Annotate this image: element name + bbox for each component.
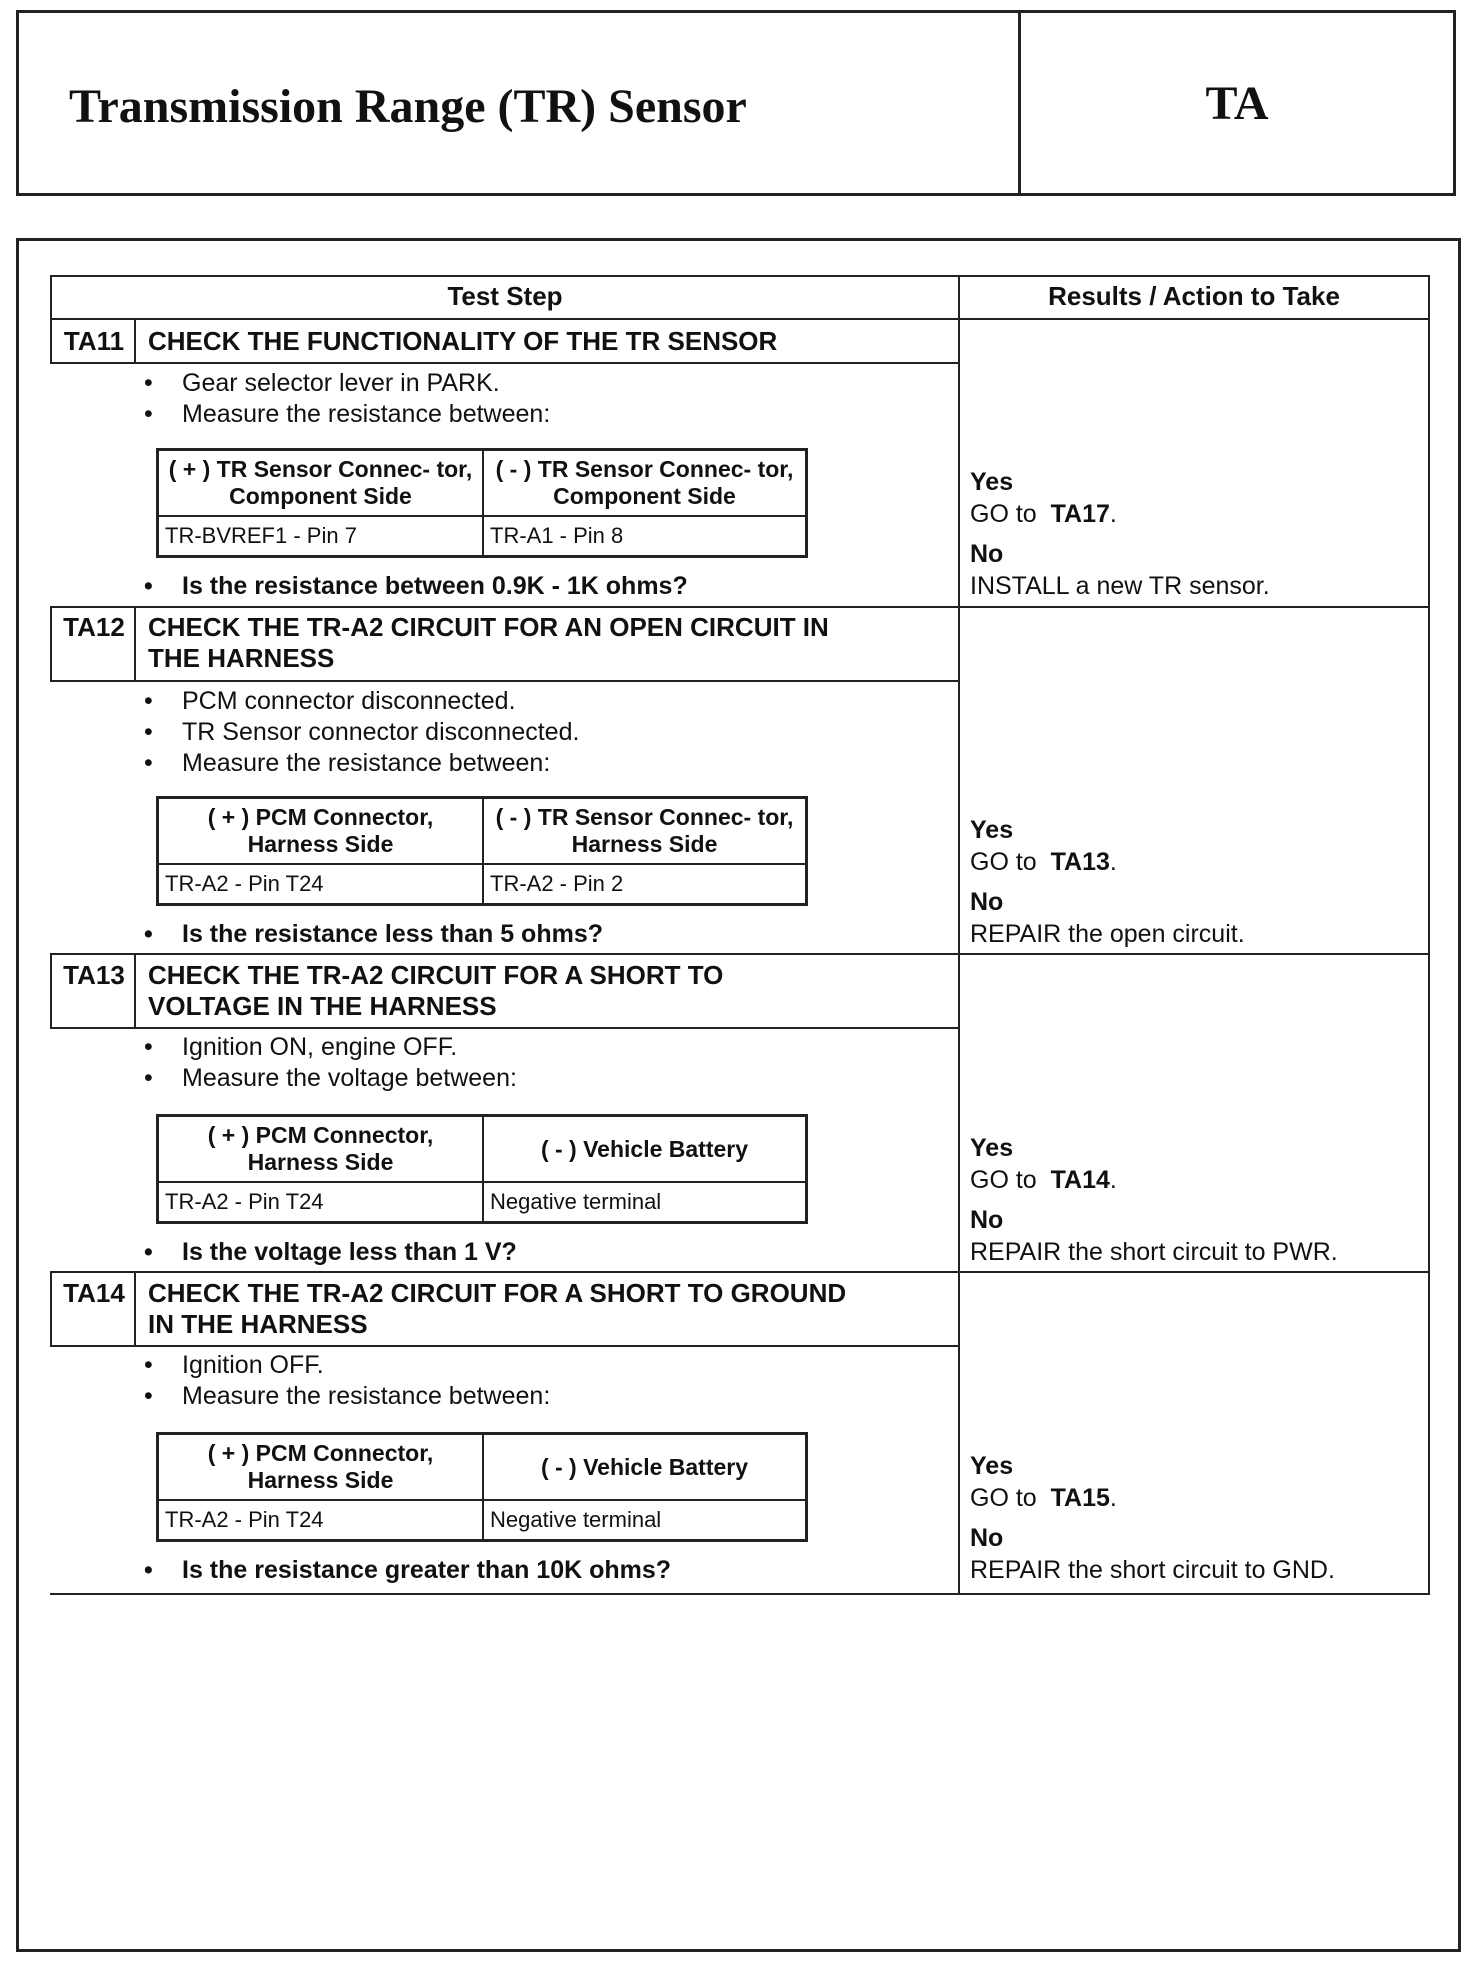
instruction-item: • TR Sensor connector disconnected.	[144, 717, 964, 748]
yes-action-prefix: GO to	[970, 1166, 1037, 1194]
measurement-data-row	[159, 517, 805, 555]
column-header-results: Results / Action to Take	[1048, 281, 1340, 311]
step-bottom-border	[52, 1271, 1430, 1273]
step-title-line: VOLTAGE IN THE HARNESS	[148, 991, 497, 1021]
yes-action-suffix: .	[1109, 1484, 1117, 1512]
negative-lead-value: Negative terminal	[482, 1501, 805, 1539]
yes-action-target: TA17	[1050, 500, 1110, 528]
yes-action-suffix: .	[1109, 1166, 1117, 1194]
measurement-header-row	[159, 1435, 805, 1501]
negative-lead-header: ( - ) TR Sensor Connec- tor, Harness Side	[482, 799, 805, 863]
table-bottom-border	[50, 1593, 1430, 1595]
positive-lead-value: TR-BVREF1 - Pin 7	[165, 523, 357, 548]
step-title	[148, 960, 968, 1022]
no-action: REPAIR the open circuit.	[970, 920, 1245, 948]
positive-lead-value: TR-A2 - Pin T24	[165, 1189, 324, 1214]
positive-lead-header: ( + ) PCM Connector, Harness Side	[207, 804, 434, 857]
step-id: TA12	[63, 612, 125, 642]
step-title-line: CHECK THE FUNCTIONALITY OF THE TR SENSOR	[148, 326, 778, 356]
step-title-line: CHECK THE TR-A2 CIRCUIT FOR AN OPEN CIRCUIT IN	[148, 612, 829, 642]
positive-lead-header: ( + ) PCM Connector, Harness Side	[207, 1122, 434, 1175]
negative-lead-header: ( - ) Vehicle Battery	[482, 1435, 805, 1499]
no-action: REPAIR the short circuit to PWR.	[970, 1238, 1338, 1266]
positive-lead-value: TR-A2 - Pin T24	[165, 1507, 324, 1532]
instruction-item: • PCM connector disconnected.	[144, 686, 964, 717]
measurement-data-row	[159, 1501, 805, 1539]
instruction-item: • Ignition OFF.	[144, 1350, 964, 1381]
instruction-list	[144, 368, 964, 430]
step-title	[148, 326, 968, 357]
measurement-header-row	[159, 451, 805, 517]
no-label: No	[970, 888, 1004, 916]
yes-label: Yes	[970, 1134, 1014, 1162]
instruction-item: • Measure the resistance between:	[144, 748, 964, 779]
measurement-table	[156, 448, 808, 558]
instruction-item: • Measure the voltage between:	[144, 1063, 964, 1094]
measurement-data-row	[159, 865, 805, 903]
instruction-item: • Measure the resistance between:	[144, 399, 964, 430]
step-title-line: IN THE HARNESS	[148, 1309, 368, 1339]
positive-lead-header: ( + ) PCM Connector, Harness Side	[207, 1440, 434, 1493]
measurement-header-row	[159, 1117, 805, 1183]
measurement-table	[156, 1432, 808, 1542]
step-title	[148, 1278, 968, 1340]
step-title-bottom-border	[52, 680, 958, 682]
yes-label: Yes	[970, 1452, 1014, 1480]
measurement-data-row	[159, 1183, 805, 1221]
table-header-bottom-border	[50, 318, 1430, 320]
negative-lead-value: TR-A1 - Pin 8	[482, 517, 805, 555]
step-title-bottom-border	[52, 1345, 958, 1347]
yes-action-prefix: GO to	[970, 848, 1037, 876]
yes-action-target: TA14	[1050, 1166, 1110, 1194]
step-id: TA11	[63, 326, 125, 356]
step-result	[970, 1450, 1430, 1586]
instruction-item: • Ignition ON, engine OFF.	[144, 1032, 964, 1063]
yes-action	[970, 1482, 1430, 1514]
instruction-item: • Measure the resistance between:	[144, 1381, 964, 1412]
measurement-header-row	[159, 799, 805, 865]
yes-action-target: TA13	[1050, 848, 1110, 876]
negative-lead-header: ( - ) Vehicle Battery	[482, 1117, 805, 1181]
negative-lead-value: Negative terminal	[482, 1183, 805, 1221]
yes-label: Yes	[970, 468, 1014, 496]
no-label: No	[970, 1524, 1004, 1552]
yes-action	[970, 498, 1430, 530]
negative-lead-value: TR-A2 - Pin 2	[482, 865, 805, 903]
negative-lead-header: ( - ) TR Sensor Connec- tor, Component Side	[482, 451, 805, 515]
step-question: • Is the voltage less than 1 V?	[144, 1238, 964, 1267]
step-result	[970, 466, 1430, 602]
yes-action-prefix: GO to	[970, 1484, 1037, 1512]
yes-action	[970, 846, 1430, 878]
measurement-table	[156, 1114, 808, 1224]
instruction-list	[144, 686, 964, 779]
step-bottom-border	[52, 953, 1430, 955]
step-question: • Is the resistance greater than 10K ohms?	[144, 1556, 964, 1585]
positive-lead-header: ( + ) TR Sensor Connec- tor, Component Side	[168, 456, 473, 509]
yes-action	[970, 1164, 1430, 1196]
step-title-line: CHECK THE TR-A2 CIRCUIT FOR A SHORT TO	[148, 960, 724, 990]
step-id: TA13	[63, 960, 125, 990]
yes-action-suffix: .	[1109, 500, 1117, 528]
step-title	[148, 612, 968, 674]
no-label: No	[970, 1206, 1004, 1234]
instruction-item: • Gear selector lever in PARK.	[144, 368, 964, 399]
step-result	[970, 814, 1430, 950]
step-question: • Is the resistance less than 5 ohms?	[144, 920, 964, 949]
yes-label: Yes	[970, 816, 1014, 844]
column-header-test-step: Test Step	[447, 281, 563, 311]
step-title-bottom-border	[52, 1027, 958, 1029]
page-title: Transmission Range (TR) Sensor	[69, 79, 747, 133]
instruction-list	[144, 1350, 964, 1412]
step-result	[970, 1132, 1430, 1268]
yes-action-prefix: GO to	[970, 500, 1037, 528]
no-label: No	[970, 540, 1004, 568]
step-title-bottom-border	[52, 362, 958, 364]
positive-lead-value: TR-A2 - Pin T24	[165, 871, 324, 896]
instruction-list	[144, 1032, 964, 1094]
step-title-line: CHECK THE TR-A2 CIRCUIT FOR A SHORT TO GROUND	[148, 1278, 847, 1308]
measurement-table	[156, 796, 808, 906]
step-question: • Is the resistance between 0.9K - 1K ohms?	[144, 572, 964, 601]
yes-action-target: TA15	[1050, 1484, 1110, 1512]
page-header	[16, 10, 1456, 196]
section-code: TA	[1018, 13, 1453, 193]
yes-action-suffix: .	[1109, 848, 1117, 876]
step-bottom-border	[52, 606, 1430, 608]
no-action: INSTALL a new TR sensor.	[970, 572, 1270, 600]
no-action: REPAIR the short circuit to GND.	[970, 1556, 1335, 1584]
step-id: TA14	[63, 1278, 125, 1308]
step-title-line: THE HARNESS	[148, 643, 335, 673]
